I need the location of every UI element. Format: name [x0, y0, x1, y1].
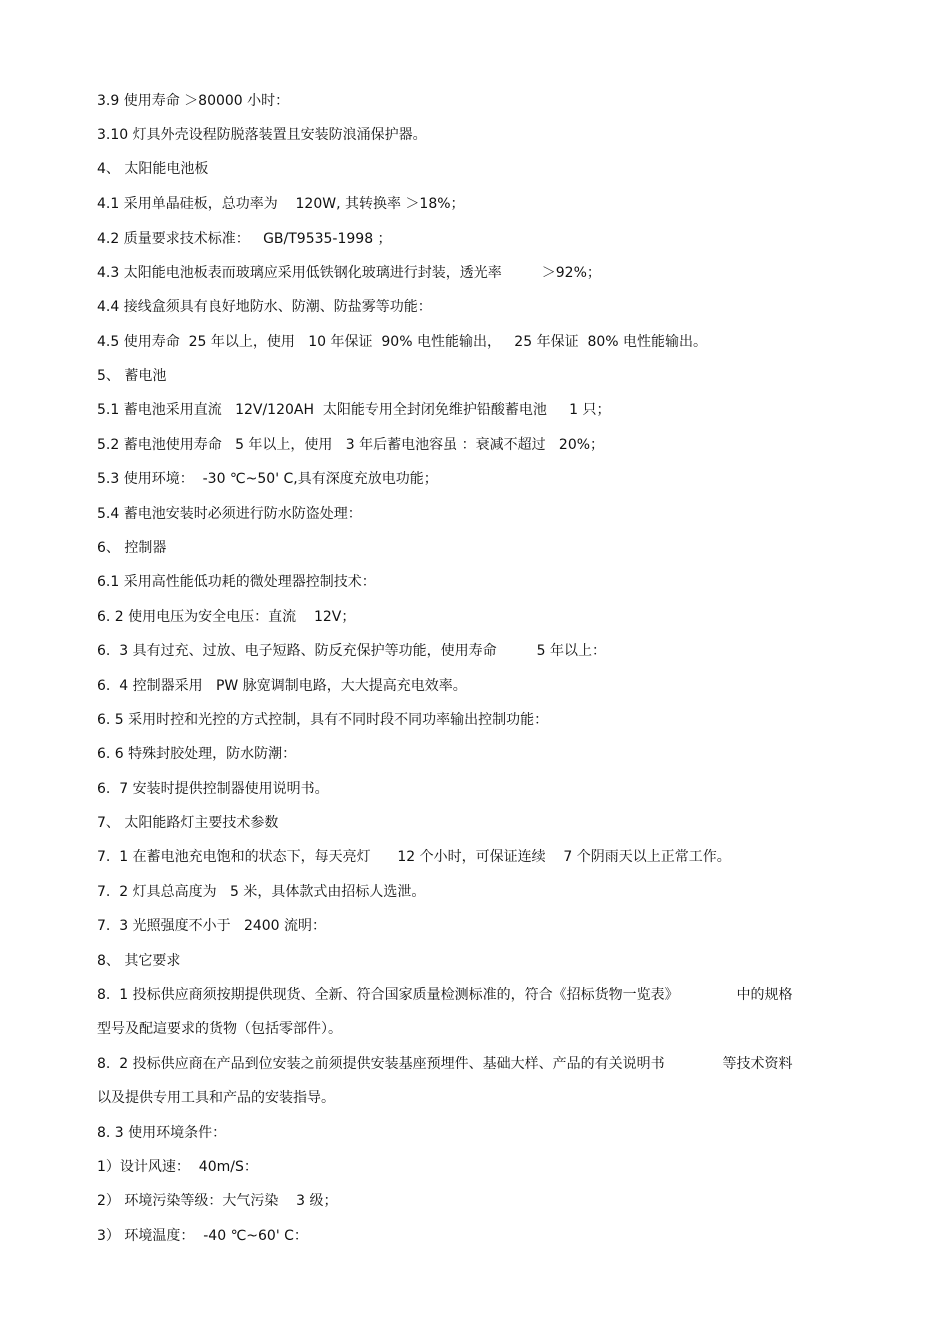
text-line: 型号及配這要求的货物（包括零部件）。 — [97, 1021, 342, 1037]
text-line: 4.3 太阳能电池板表而玻璃应采用低铁钢化玻璃进行封装，透光率 ＞92%； — [97, 265, 601, 281]
section-heading: 8、 其它要求 — [97, 953, 181, 969]
text-line: 8. 3 使用环境条件： — [97, 1125, 227, 1141]
text-line: 4.5 使用寿命 25 年以上，使用 10 年保证 90% 电性能输出， 25 年保证 80% 电性能输出。 — [97, 334, 708, 350]
section-heading: 5、 蓄电池 — [97, 368, 167, 384]
text-line: 8. 2 投标供应商在产品到位安装之前须提供安装基座预埋件、基础大样、产品的有关说明书 等技术资料 — [97, 1056, 793, 1072]
text-line: 6. 6 特殊封胶处理，防水防潮： — [97, 746, 297, 762]
text-line: 6. 2 使用电压为安全电压：直流 12V； — [97, 609, 356, 625]
text-line: 6. 5 采用时控和光控的方式控制，具有不同时段不同功率输出控制功能： — [97, 712, 549, 728]
text-line: 5.1 蓄电池采用直流 12V/120AH 太阳能专用全封闭免维护铅酸蓄电池 1 只； — [97, 402, 611, 418]
text-line: 5.4 蓄电池安装时必须进行防水防盗处理： — [97, 506, 362, 522]
text-line: 1）设计风速： 40m/S： — [97, 1159, 258, 1175]
text-line: 6. 7 安装时提供控制器使用说明书。 — [97, 781, 329, 797]
text-line: 3.10 灯具外壳设程防脱落装置且安装防浪涌保护器。 — [97, 127, 427, 143]
text-line: 2） 环境污染等级：大气污染 3 级； — [97, 1193, 338, 1209]
text-line: 3） 环境温度： -40 ℃~60' C： — [97, 1228, 308, 1244]
text-line: 5.2 蓄电池使用寿命 5 年以上，使用 3 年后蓄电池容虽 ：衰减不超过 20%； — [97, 437, 605, 453]
text-line: 3.9 使用寿命 ＞80000 小时： — [97, 93, 290, 109]
text-line: 6.1 采用高性能低功耗的微处理器控制技术： — [97, 574, 376, 590]
text-line: 4.4 接线盒须具有良好地防水、防潮、防盐雾等功能： — [97, 299, 432, 315]
text-line: 6. 3 具有过充、过放、电子短路、防反充保护等功能，使用寿命 5 年以上： — [97, 643, 607, 659]
section-heading: 4、 太阳能电池板 — [97, 161, 209, 177]
text-line: 7. 1 在蓄电池充电饱和的状态下，每天亮灯 12 个小时，可保证连续 7 个阴雨天以上正常工作。 — [97, 849, 731, 865]
text-line: 7. 2 灯具总高度为 5 米，具体款式由招标人选泄。 — [97, 884, 426, 900]
text-line: 6. 4 控制器采用 PW 脉宽调制电路，大大提高充电效率。 — [97, 678, 467, 694]
section-heading: 7、 太阳能路灯主要技术参数 — [97, 815, 279, 831]
text-line: 4.2 质量要求技术标准： GB/T9535-1998 ； — [97, 231, 392, 247]
text-line: 以及提供专用工具和产品的安装指导。 — [97, 1090, 335, 1106]
text-line: 7. 3 光照强度不小于 2400 流明： — [97, 918, 327, 934]
text-line: 4.1 采用单晶硅板，总功率为 120W, 其转换率 ＞18%； — [97, 196, 465, 212]
section-heading: 6、 控制器 — [97, 540, 167, 556]
text-line: 8. 1 投标供应商须按期提供现货、全新、符合国家质量检测标准的，符合《招标货物一览表》 中的规格 — [97, 987, 793, 1003]
text-line: 5.3 使用环境： -30 ℃~50' C,具有深度充放电功能； — [97, 471, 438, 487]
